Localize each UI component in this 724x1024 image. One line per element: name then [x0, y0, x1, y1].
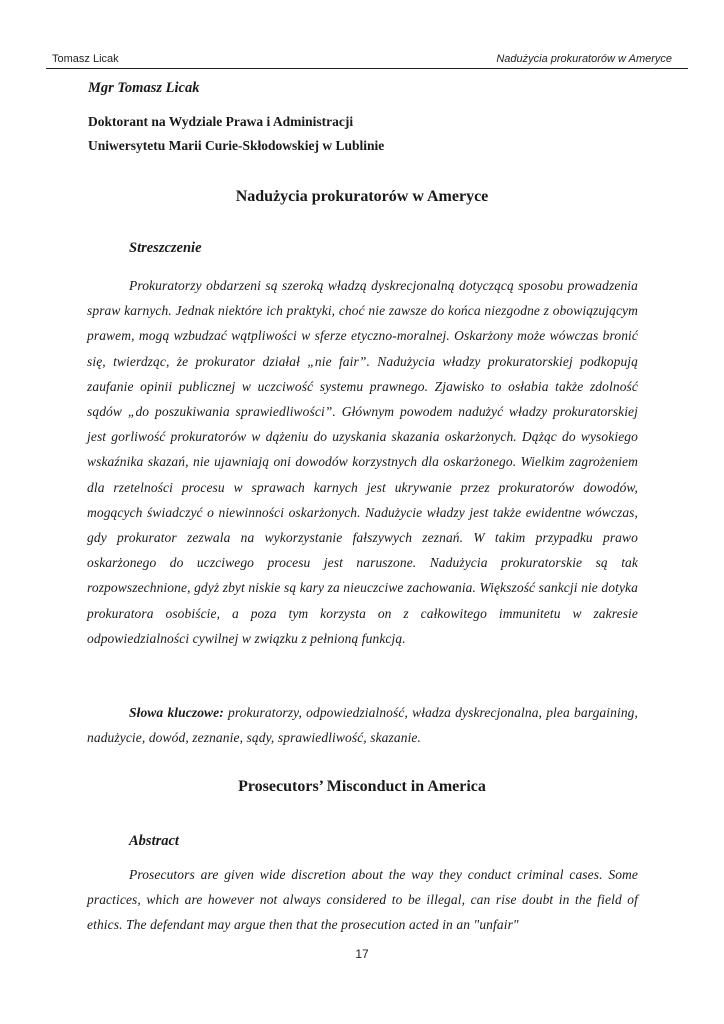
paper-title-english: Prosecutors’ Misconduct in America — [238, 778, 486, 795]
abstract-heading-english: Abstract — [129, 833, 179, 849]
running-header-author: Tomasz Licak — [52, 53, 119, 65]
paper-title-polish: Nadużycia prokuratorów w Ameryce — [235, 188, 489, 205]
abstract-text-polish: Prokuratorzy obdarzeni są szeroką władzą dyskrecjonalną dotyczącą sposobu prowadzenia spraw karnych. Jednak niektóre ich praktyki, choć nie zawsze do końca niezgodne z obowiązującym prawem, mogą wzbudzać wątpliwości w sferze etyczno-moralnej. Oskarżony może wówczas bronić się, twierdząc, że prokurator działał „nie fair”. Nadużycia władzy prokuratorskiej podkopują zaufanie opinii publicznej w uczciwość systemu prawnego. Zjawisko to osłabia także zdolność sądów „do poszukiwania sprawiedliwości”. Głównym powodem nadużyć władzy prokuratorskiej jest gorliwość prokuratorów w dążeniu do uzyskania skazania oskarżonych. Dążąc do wysokiego wskaźnika skazań, nie ujawniają oni dowodów korzystnych dla oskarżonego. Wielkim zagrożeniem dla rzetelności procesu w sprawach karnych jest ukrywanie przez prokuratorów dowodów, mogących świadczyć o niewinności oskarżonych. Nadużycie władzy jest także ewidentne wówczas, gdy prokurator zezwala na wykorzystanie fałszywych zeznań. W takim przypadku prawo oskarżonego do uczciwego procesu jest naruszone. Nadużycia prokuratorskie są tak rozpowszechnione, gdyż zbyt niskie są kary za nieuczciwe zachowania. Większość sankcji nie dotyka prokuratora osobiście, a poza tym korzysta on z całkowitego immunitetu w zakresie odpowiedzialności cywilnej w związku z pełnioną funkcją. — [87, 278, 638, 646]
affiliation-line-2: Uniwersytetu Marii Curie-Skłodowskiej w Lublinie — [88, 138, 385, 153]
affiliation-line-1: Doktorant na Wydziale Prawa i Administracji — [88, 114, 354, 129]
keywords-label: Słowa kluczowe: — [129, 705, 224, 720]
abstract-heading-polish: Streszczenie — [129, 240, 202, 256]
author-affiliation — [88, 110, 384, 158]
running-header — [52, 45, 672, 65]
keywords-text: prokuratorzy, odpowiedzialność, władza dyskrecjonalna, plea bargaining, nadużycie, dowód, zeznanie, sądy, sprawiedliwość, skazanie. — [87, 705, 638, 746]
keywords-paragraph — [87, 700, 638, 750]
author-name: Mgr Tomasz Licak — [88, 80, 200, 96]
header-divider — [46, 68, 688, 69]
running-header-title: Nadużycia prokuratorów w Ameryce — [496, 53, 672, 65]
page-number: 17 — [355, 947, 369, 961]
abstract-text-english: Prosecutors are given wide discretion about the way they conduct criminal cases. Some practices, which are however not always considered to be illegal, can rise doubt in the field of ethics. The defendant may argue then that the prosecution acted in an "unfair" — [87, 867, 638, 933]
